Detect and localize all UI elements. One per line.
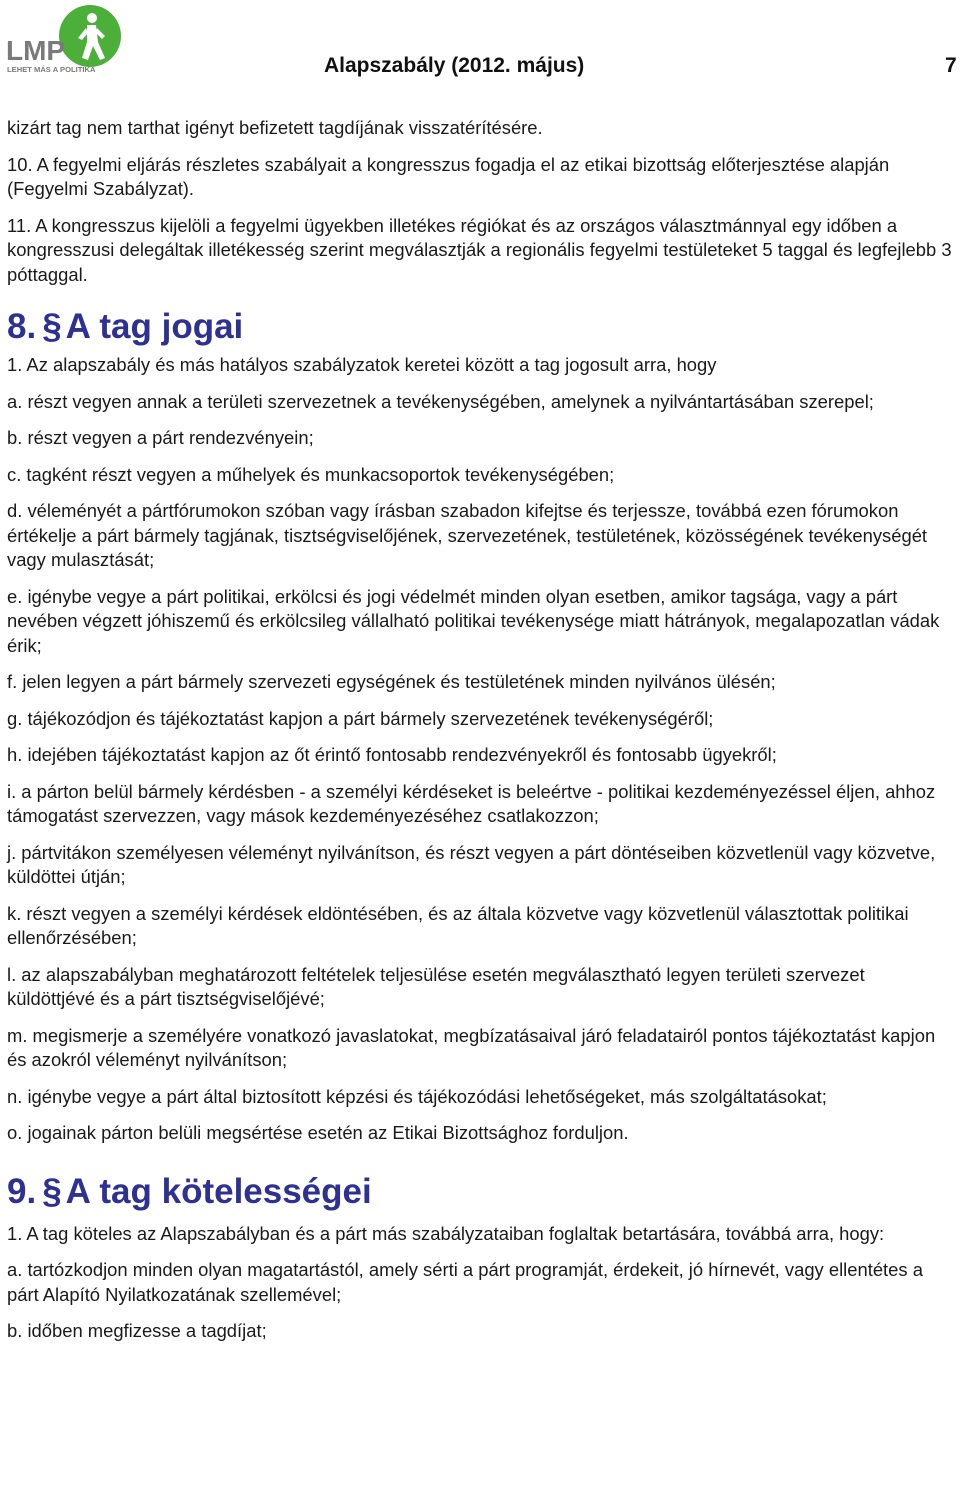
list-item: k. részt vegyen a személyi kérdések eldöntésében, és az általa közvetve vagy közvetlenül választottak politikai ellenőrzésében; [7,902,909,948]
lmp-logo [4,2,122,74]
list-item: a. részt vegyen annak a területi szervezetnek a tevékenységében, amelynek a nyilvántartásában szerepel; [7,390,874,412]
section-heading-9 [7,1172,957,1212]
section-symbol: § [42,1171,62,1211]
paragraph: kizárt tag nem tarthat igényt befizetett tagdíjának visszatérítésére. [7,117,543,138]
section-title: A tag kötelességei [65,1171,372,1211]
list-item: g. tájékozódjon és tájékoztatást kapjon a párt bármely szervezetének tevékenységéről; [7,707,714,729]
logo-text: LMP [6,35,66,66]
list-item: h. idejében tájékoztatást kapjon az őt érintő fontosabb rendezvényekről és fontosabb ügyekről; [7,744,777,765]
document-title: Alapszabály (2012. május) [324,54,585,77]
list-item: 1. Az alapszabály és más hatályos szabályzatok keretei között a tag jogosult arra, hogy [7,354,717,375]
list-item: e. igénybe vegye a párt politikai, erkölcsi és jogi védelmét minden olyan esetben, amikor tagsága, vagy a párt nevében végzett jóhiszemű és erkölcsileg vállalható politikai tevékenysége miatt hátrányok, megalapozatlan vádak érik; [7,585,940,656]
section-symbol: § [42,307,62,346]
list-item: f. jelen legyen a párt bármely szervezeti egységének és testületének minden nyilvános ülésén; [7,671,776,692]
section-number: 9. [7,1171,37,1211]
list-item: o. jogainak párton belüli megsértése esetén az Etikai Bizottsághoz forduljon. [7,1122,629,1143]
document-body [7,116,957,1356]
list-item: d. véleményét a pártfórumokon szóban vagy írásban szabadon kifejtse és terjessze, továbbá ezen fórumokon értékelje a párt bármely tagjának, tisztségviselőjének, szervezetének, testületének, közösségének tevékenységét vagy mulasztását; [7,500,928,570]
list-item: n. igénybe vegye a párt által biztosított képzési és tájékozódási lehetőségeket, más szolgáltatásokat; [7,1085,827,1107]
paragraph: 11. A kongresszus kijelöli a fegyelmi ügyekben illetékes régiókat és az országos választmánnyal egy időben a kongresszusi delegáltak illetékesség szerint megválasztják a regionális fegyelmi testületeket 5 taggal és legfejlebb 3 póttaggal. [7,214,952,285]
list-item: m. megismerje a személyére vonatkozó javaslatokat, megbízatásaival járó feladatairól pontos tájékoztatást kapjon és azokról véleményt nyilvánítson; [7,1024,936,1070]
list-item: l. az alapszabályban meghatározott feltételek teljesülése esetén megválasztható legyen területi szervezet küldöttjévé és a párt tisztségviselőjévé; [7,963,865,1009]
list-item: i. a párton belül bármely kérdésben - a személyi kérdéseket is beleértve - politikai kezdeményezéssel éljen, ahhoz támogatást szervezzen, vagy mások kezdeményezéséhez csatlakozzon; [7,780,936,826]
section-number: 8. [7,307,37,346]
list-item: c. tagként részt vegyen a műhelyek és munkacsoportok tevékenységében; [7,463,615,485]
list-item: a. tartózkodjon minden olyan magatartástól, amely sérti a párt programját, érdekeit, jó hírnevét, vagy ellentétes a párt Alapító Nyilatkozatának szellemével; [7,1259,923,1305]
lmp-logo-graphic [4,2,122,74]
page-number: 7 [945,54,957,77]
logo-tagline: LEHET MÁS A POLITIKA [7,65,96,74]
list-item: b. részt vegyen a párt rendezvényein; [7,427,314,448]
paragraph: 10. A fegyelmi eljárás részletes szabályait a kongresszus fogadja el az etikai bizottság előterjesztése alapján (Fegyelmi Szabályzat). [7,153,890,199]
section-heading-8 [7,307,957,347]
list-item: j. pártvitákon személyesen véleményt nyilvánítson, és részt vegyen a párt döntéseiben közvetlenül vagy közvetve, küldöttei útján; [7,841,936,887]
list-item: b. időben megfizesse a tagdíjat; [7,1320,267,1341]
section-title: A tag jogai [65,307,244,346]
page-header [0,0,960,90]
list-item: 1. A tag köteles az Alapszabályban és a párt más szabályzataiban foglaltak betartására, továbbá arra, hogy: [7,1222,885,1244]
